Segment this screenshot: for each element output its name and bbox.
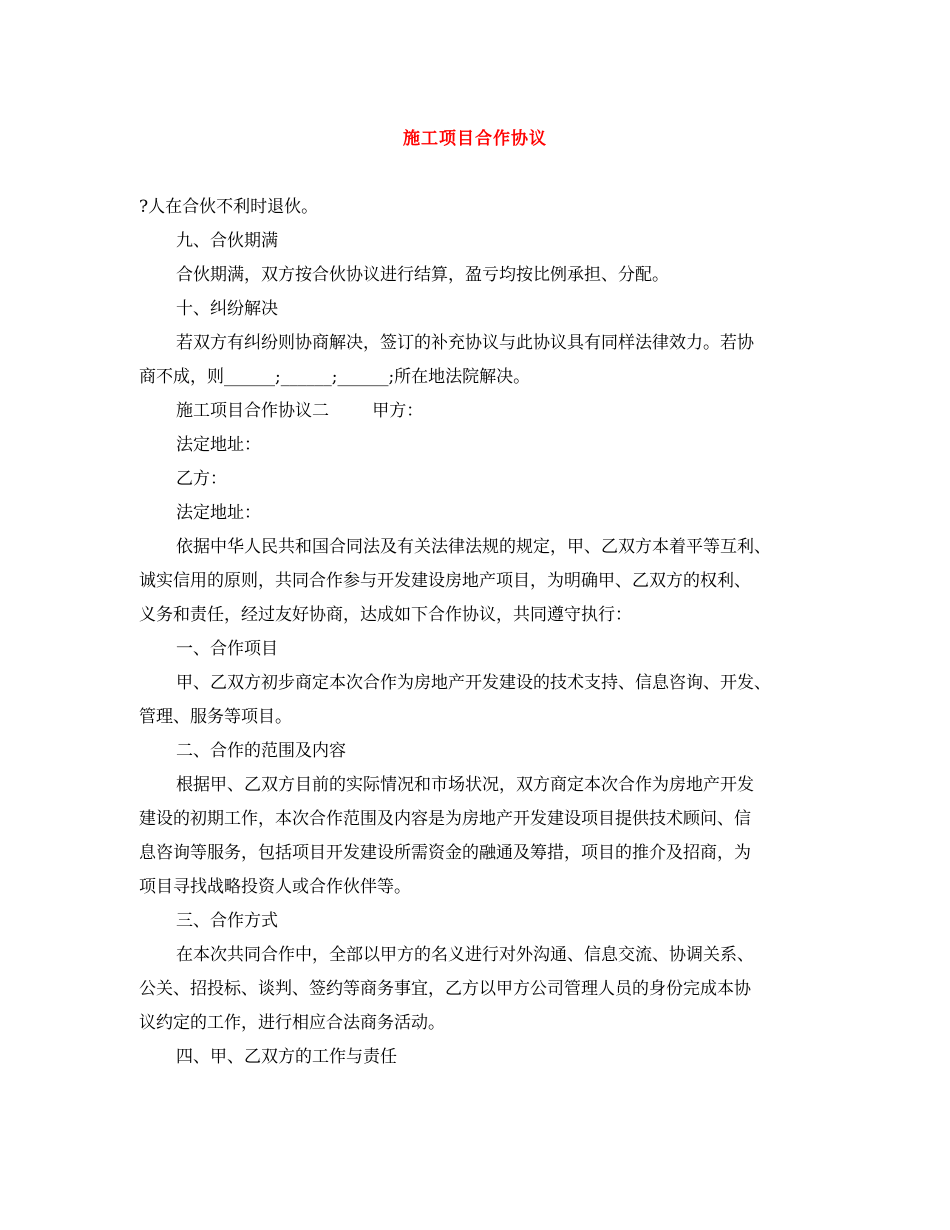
field-label: 法定地址：	[176, 503, 261, 523]
body-line: 诚实信用的原则，共同合作参与开发建设房地产项目，为明确甲、乙双方的权利、	[139, 571, 751, 591]
body-line: 商不成，则______;______;______;所在地法院解决。	[139, 367, 531, 387]
section-heading: 四、甲、乙双方的工作与责任	[176, 1047, 397, 1067]
body-line: 根据甲、乙双方目前的实际情况和市场状况，双方商定本次合作为房地产开发	[176, 775, 754, 795]
body-line: 在本次共同合作中，全部以甲方的名义进行对外沟通、信息交流、协调关系、	[176, 945, 754, 965]
body-line: 项目寻找战略投资人或合作伙伴等。	[139, 877, 411, 897]
body-line: 息咨询等服务，包括项目开发建设所需资金的融通及筹措，项目的推介及招商，为	[139, 843, 751, 863]
section-heading: 一、合作项目	[176, 639, 278, 659]
document-title: 施工项目合作协议	[403, 129, 547, 149]
body-line: 公关、招投标、谈判、签约等商务事宜，乙方以甲方公司管理人员的身份完成本协	[139, 979, 751, 999]
body-line: 合伙期满，双方按合伙协议进行结算，盈亏均按比例承担、分配。	[176, 265, 669, 285]
body-line: 若双方有纠纷则协商解决，签订的补充协议与此协议具有同样法律效力。若协	[176, 333, 754, 353]
body-line: 甲、乙双方初步商定本次合作为房地产开发建设的技术支持、信息咨询、开发、	[176, 673, 771, 693]
subtitle-line: 施工项目合作协议二 甲方：	[176, 401, 424, 421]
section-heading: 十、纠纷解决	[176, 299, 278, 319]
field-label: 乙方：	[176, 469, 227, 489]
body-line: 义务和责任，经过友好协商，达成如下合作协议，共同遵守执行：	[139, 605, 632, 625]
body-line: 议约定的工作，进行相应合法商务活动。	[139, 1013, 445, 1033]
section-heading: 九、合伙期满	[176, 231, 278, 251]
section-heading: 二、合作的范围及内容	[176, 741, 346, 761]
field-label: 法定地址：	[176, 435, 261, 455]
body-line: 依据中华人民共和国合同法及有关法律法规的规定，甲、乙双方本着平等互利、	[176, 537, 771, 557]
section-heading: 三、合作方式	[176, 911, 278, 931]
body-line: ?人在合伙不利时退伙。	[139, 197, 319, 217]
body-line: 管理、服务等项目。	[139, 707, 292, 727]
body-line: 建设的初期工作，本次合作范围及内容是为房地产开发建设项目提供技术顾问、信	[139, 809, 751, 829]
